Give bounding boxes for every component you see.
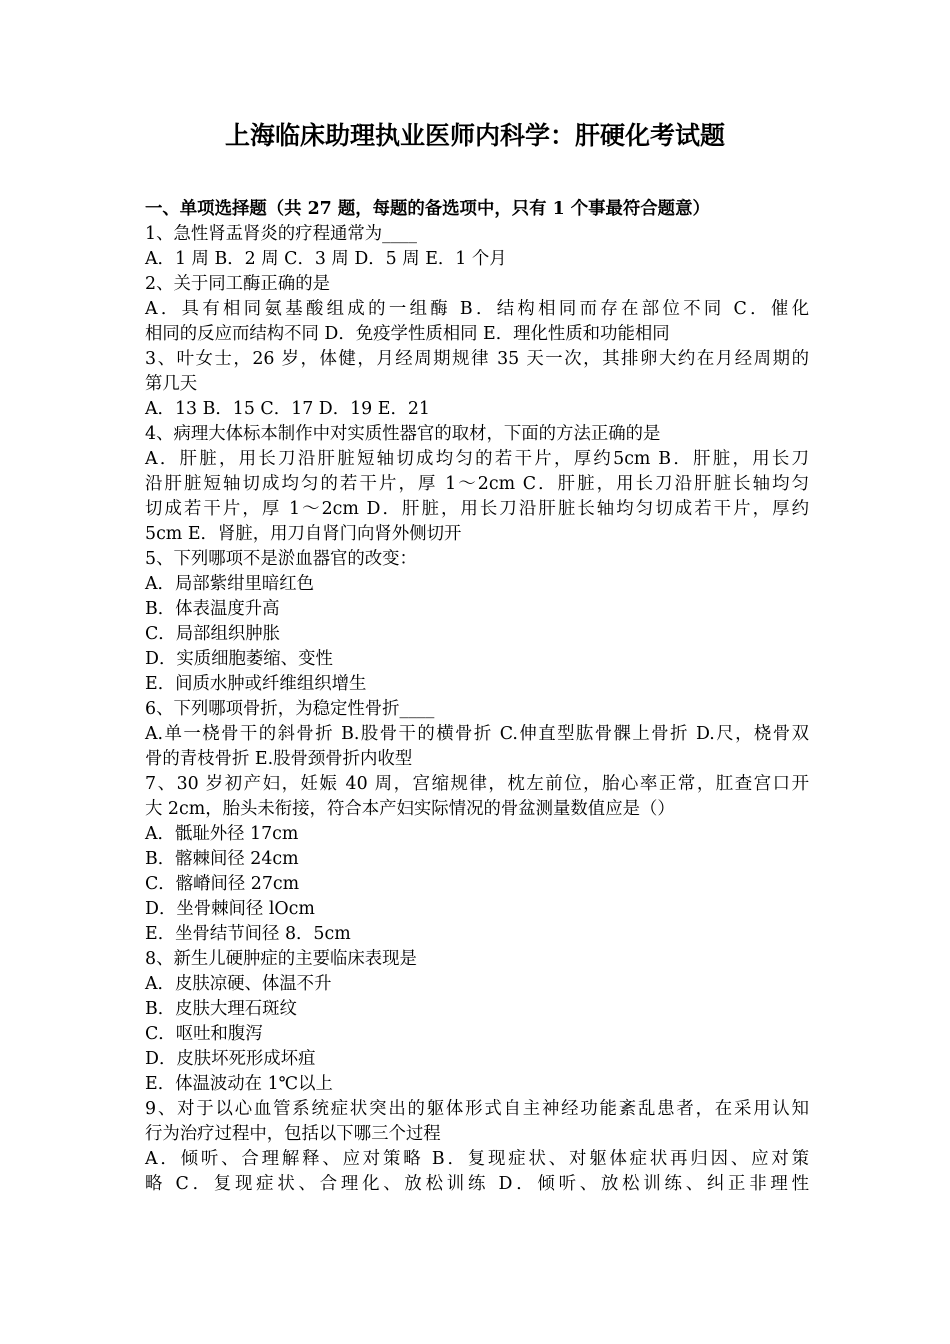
text-line: 相同的反应而结构不同 D．免疫学性质相同 E．理化性质和功能相同 (145, 324, 670, 344)
text-line: 骨的青枝骨折 E.股骨颈骨折内收型 (145, 749, 413, 769)
text-line: D．皮肤坏死形成坏疽 (145, 1049, 316, 1069)
section-heading: 一、单项选择题（共 27 题，每题的备选项中，只有 1 个事最符合题意） (145, 199, 710, 219)
text-line: 沿肝脏短轴切成均匀的若干片，厚 1～2cm C．肝脏，用长刀沿肝脏长轴均匀 (145, 474, 809, 494)
text-line: B．体表温度升高 (145, 599, 280, 619)
text-line: E．体温波动在 1℃以上 (145, 1074, 333, 1094)
document-body (145, 197, 809, 1197)
text-line: B．髂棘间径 24cm (145, 849, 299, 869)
text-line: A．13 B．15 C．17 D．19 E．21 (145, 399, 430, 419)
text-line: D．实质细胞萎缩、变性 (145, 649, 333, 669)
question-line: 行为治疗过程中，包括以下哪三个过程 (145, 1124, 441, 1144)
text-line: 5cm E．肾脏，用刀自肾门向肾外侧切开 (145, 524, 462, 544)
text-line: A．1 周 B．2 周 C．3 周 D．5 周 E．1 个月 (145, 249, 507, 269)
text-line: C．髂嵴间径 27cm (145, 874, 300, 894)
text-line: 略 C．复现症状、合理化、放松训练 D．倾听、放松训练、纠正非理性 (145, 1174, 809, 1194)
text-line: E．坐骨结节间径 8．5cm (145, 924, 351, 944)
text-line: D．坐骨棘间径 lOcm (145, 899, 315, 919)
text-line: A．局部紫绀里暗红色 (145, 574, 315, 594)
question-line: 5、下列哪项不是淤血器官的改变： (145, 549, 417, 569)
question-line: 2、关于同工酶正确的是 (145, 274, 330, 294)
question-line: 8、新生儿硬肿症的主要临床表现是 (145, 949, 417, 969)
question-line: 6、下列哪项骨折，为稳定性骨折____ (145, 699, 435, 719)
document-title: 上海临床助理执业医师内科学：肝硬化考试题 (224, 121, 725, 150)
text-line: A．倾听、合理解释、应对策略 B．复现症状、对躯体症状再归因、应对策 (145, 1149, 809, 1169)
text-line: A．骶耻外径 17cm (145, 824, 299, 844)
question-line: 4、病理大体标本制作中对实质性器官的取材，下面的方法正确的是 (145, 424, 661, 444)
text-line: B．皮肤大理石斑纹 (145, 999, 297, 1019)
text-line: 切成若干片，厚 1～2cm D．肝脏，用长刀沿肝脏长轴均匀切成若干片，厚约 (145, 499, 809, 519)
question-line: 大 2cm，胎头未衔接，符合本产妇实际情况的骨盆测量数值应是（） (145, 799, 675, 819)
text-line: C．呕吐和腹泻 (145, 1024, 263, 1044)
text-line: E．间质水肿或纤维组织增生 (145, 674, 367, 694)
question-line: 1、急性肾盂肾炎的疗程通常为____ (145, 224, 417, 244)
text-line: C．局部组织肿胀 (145, 624, 281, 644)
text-line: A．肝脏，用长刀沿肝脏短轴切成均匀的若干片，厚约5cm B．肝脏，用长刀 (145, 449, 809, 469)
text-line: A.单一桡骨干的斜骨折 B.股骨干的横骨折 C.伸直型肱骨髁上骨折 D.尺，桡骨双 (145, 724, 809, 744)
text-line: 7、30 岁初产妇，妊娠 40 周，宫缩规律，枕左前位，胎心率正常，肛查宫口开 (145, 774, 809, 794)
text-line: 9、对于以心血管系统症状突出的躯体形式自主神经功能紊乱患者，在采用认知 (145, 1099, 809, 1119)
text-line: 3、叶女士，26 岁，体健，月经周期规律 35 天一次，其排卵大约在月经周期的 (145, 349, 809, 369)
text-line: A．皮肤凉硬、体温不升 (145, 974, 332, 994)
question-line: 第几天 (145, 374, 198, 394)
text-line: A．具有相同氨基酸组成的一组酶 B．结构相同而存在部位不同 C．催化 (145, 299, 809, 319)
